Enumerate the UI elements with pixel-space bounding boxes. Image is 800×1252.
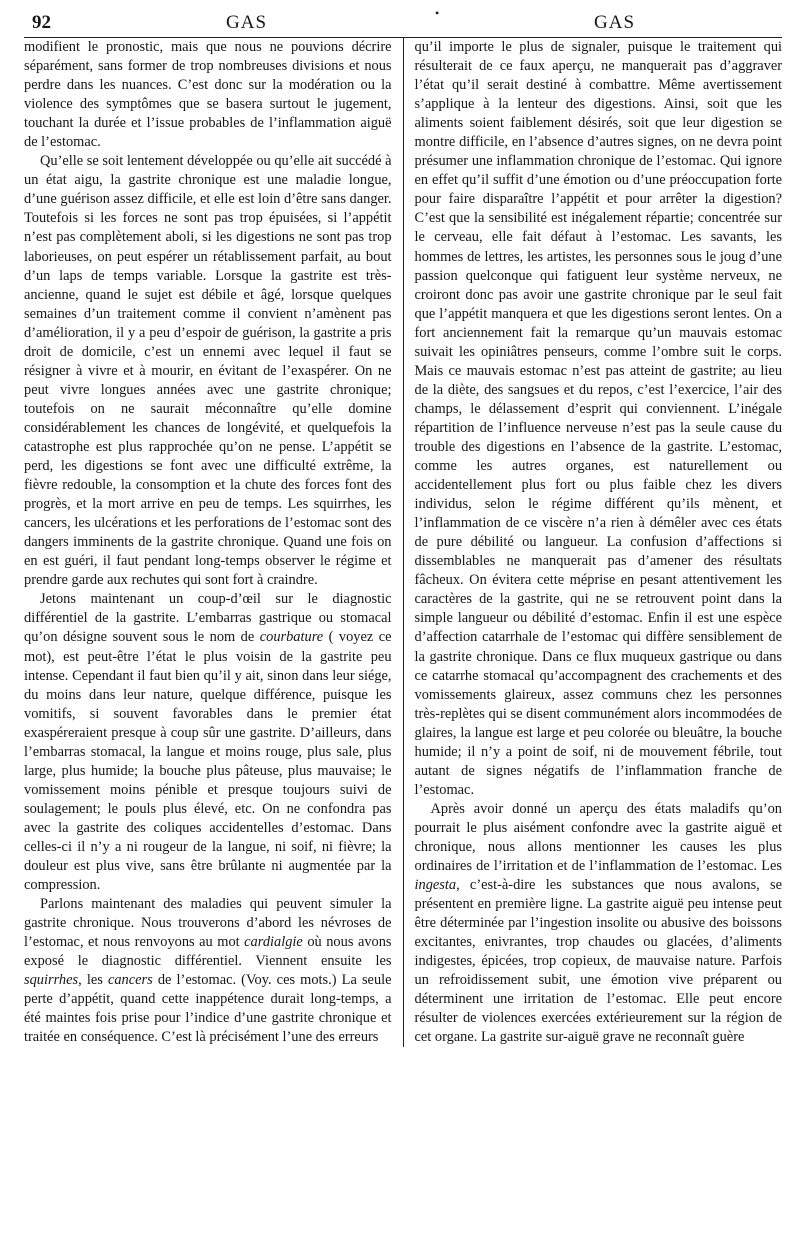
paragraph-continued-right: qu’il importe le plus de signaler, puisque le traitement qui résulterait de ce faux aperçu, ne manquerait pas d’aggraver l’état qu’il serait destiné à combattre. Même avertissement s’applique à la lenteur des digestions. Ainsi, soit que les aliments soient faiblement désirés, soit que leur digestion se montre difficile, en l’absence d’autres signes, on ne devra point présumer une inflammation chronique de l’estomac. Qui ignore en effet qu’il suffit d’une émotion ou d’une préoccupation forte pour faire disparaître l’appétit et pour arrêter la digestion? C’est que la sensibilité est inégalement répartie; concentrée sur le cerveau, elle fait défaut à l’estomac. Les savants, les hommes de lettres, les artistes, les personnes sous le joug d’une passion quelconque qui fatiguent leur système nerveux, ne croiront donc pas avoir une gastrite chronique par le seul fait que l’appétit manquera et que les digestions seront lentes. On a fort anciennement fait la remarque qu’un mauvais estomac suivait les opiniâtres penseurs, comme l’ombre suit le corps. Mais ce mauvais estomac n’est pas atteint de gastrite; au lieu de la diète, des sangsues et du repos, c’est l’exercice, l’air des champs, le délassement d’esprit qui conviennent. L’inégale répartition de l’influence nerveuse n’est pas la seule cause du trouble des digestions en l’absence de la gastrite. L’estomac, comme les autres organes, est naturellement ou accidentellement plus fort ou plus faible chez les divers individus, selon le régime différent qu’ils mènent, et l’inflammation de ce viscère n’a rien à démêler avec ces états de pure débilité ou langueur. La confusion d’affections si dissemblables ne manquerait pas d’amener des résultats fâcheux. On évitera cette méprise en pesant attentivement les caractères de la gastrite, qui ne se retrouvent point dans la simple langueur ou débilité d’estomac. Enfin il est une espèce d’affection catarrhale de l’estomac qui diffère sensiblement de la gastrite chronique. Dans ce flux muqueux gastrique ou dans ce catarrhe stomacal qu’accompagnent des crachements et des vomissements glaireux, assez communs chez les personnes très-replètes qui se disent communément alors incommodées de glaires, la langue est large et peu colorée ou bleuâtre, la bouche humide; il n’y a point de soif, ni de mouvement fébrile, tout autant de signes négatifs de l’inflammation franche de l’estomac. xyxy=(414,39,783,798)
text-columns xyxy=(24,38,782,1047)
term-cancers: cancers xyxy=(107,972,153,989)
term-courbature: courbature xyxy=(259,629,324,646)
term-squirrhes: squirrhes xyxy=(24,972,79,989)
running-head-right: GAS xyxy=(594,12,636,33)
running-head-left: GAS xyxy=(226,12,268,33)
paragraph-continued: modifient le pronostic, mais que nous ne pouvions décrire séparément, sans former de trop nombreuses divisions et nous perdre dans les nuances. C’est donc sur la modération ou la violence des symptômes que se basera surtout le jugement, touchant la durée et l’issue probables de l’inflammation aiguë de l’estomac. xyxy=(24,39,392,151)
left-column xyxy=(24,38,403,1047)
right-column xyxy=(404,38,783,1047)
paragraph-prognosis: Qu’elle se soit lentement développée ou qu’elle ait succédé à un état aigu, la gastrite chronique est une maladie longue, d’une guérison assez difficile, et elle est loin d’être sans danger. Toutefois si les forces ne sont pas trop épuisées, si l’appétit n’est pas complètement aboli, si les digestions ne sont pas trop laborieuses, on peut espérer un rétablissement parfait, au bout d’un laps de temps variable. Lorsque la gastrite est très-ancienne, quand le sujet est débile et âgé, lorsque quelques semaines d’un traitement comme il convient n’amènent pas d’amélioration, il y a peu d’espoir de guérison, la gastrite a pris droit de domicile, c’est un ennemi avec lequel il faut se résigner à vivre et à mourir, en évitant de l’exaspérer. On ne peut vivre longues années avec une gastrite chronique; toutefois on ne saurait méconnaître qu’elle domine considérablement les chances de longévité, et quelquefois la catastrophe est plus rapprochée qu’on ne pense. L’appétit se perd, les digestions se font avec une difficulté extrême, la fièvre redouble, la consomption et la chute des forces font des progrès, et la mort arrive en peu de temps. Les squirrhes, les cancers, les ulcérations et les perforations de l’estomac sont des dangers imminents de la gastrite chronique. Quand une fois on en est guéri, il faut pendant long-temps observer le régime et prendre garde aux rechutes qui sont fort à craindre. xyxy=(24,153,392,589)
page-number: 92 xyxy=(32,12,51,33)
term-ingesta: ingesta xyxy=(414,877,457,894)
print-mark: • xyxy=(435,6,440,20)
term-cardialgie: cardialgie xyxy=(244,934,303,951)
paragraph-diagnosis: Jetons maintenant un coup-d’œil sur le diagnostic différentiel de la gastrite. L’embarras gastrique ou stomacal qu’on désigne souvent sous le nom de courbature ( voyez ce mot), est peut-être l’état le plus voisin de la gastrite peu intense. Cependant il faut bien qu’il y ait, sinon dans leur siége, du moins dans leur nature, quelque différence, puisque les vomitifs, si souvent favorables dans le premier état exaspéreraient presque à coup sûr une gastrite. D’ailleurs, dans l’embarras stomacal, la langue et moins rouge, plus sale, plus large, plus humide; la bouche plus pâteuse, plus mauvaise; le vomissement moins pénible et presque toujours suivi de soulagement; le pouls plus élevé, etc. On ne confondra pas avec la gastrite des coliques accidentelles d’estomac. Dans celles-ci il n’y a ni rougeur de la langue, ni soif, ni fièvre; la douleur est plus vive, sans être brûlante ni augmentée par la compression. xyxy=(24,591,392,894)
running-header xyxy=(24,0,782,38)
paragraph-causes: Après avoir donné un aperçu des états maladifs qu’on pourrait le plus aisément confondre avec la gastrite aiguë et chronique, nous allons mentionner les causes les plus ordinaires de l’irritation et de l’inflammation de l’estomac. Les ingesta, c’est-à-dire les substances que nous avalons, se présentent en première ligne. La gastrite aiguë peu intense peut être déterminée par l’ingestion insolite ou abusive des boissons excitantes, enivrantes, trop chaudes ou glacées, d’aliments indigestes, épicées, trop copieux, de mauvaise nature. Parfois un refroidissement subit, une émotion vive préparent ou déterminent une irritation de l’estomac. Elle peut encore résulter de violences exercées extérieurement sur la région de cet organe. La gastrite sur-aiguë grave ne reconnaît guère xyxy=(414,800,783,1046)
paragraph-chronic-simulation: Parlons maintenant des maladies qui peuvent simuler la gastrite chronique. Nous trouverons d’abord les névroses de l’estomac, et nous renvoyons au mot cardialgie où nous avons exposé le diagnostic différentiel. Viennent ensuite les squirrhes, les cancers de l’estomac. (Voy. ces mots.) La seule perte d’appétit, quand cette inappétence durait long-temps, a été maintes fois prise pour l’indice d’une gastrite chronique et traitée en conséquence. C’est là précisément l’une des erreurs xyxy=(24,896,392,1046)
